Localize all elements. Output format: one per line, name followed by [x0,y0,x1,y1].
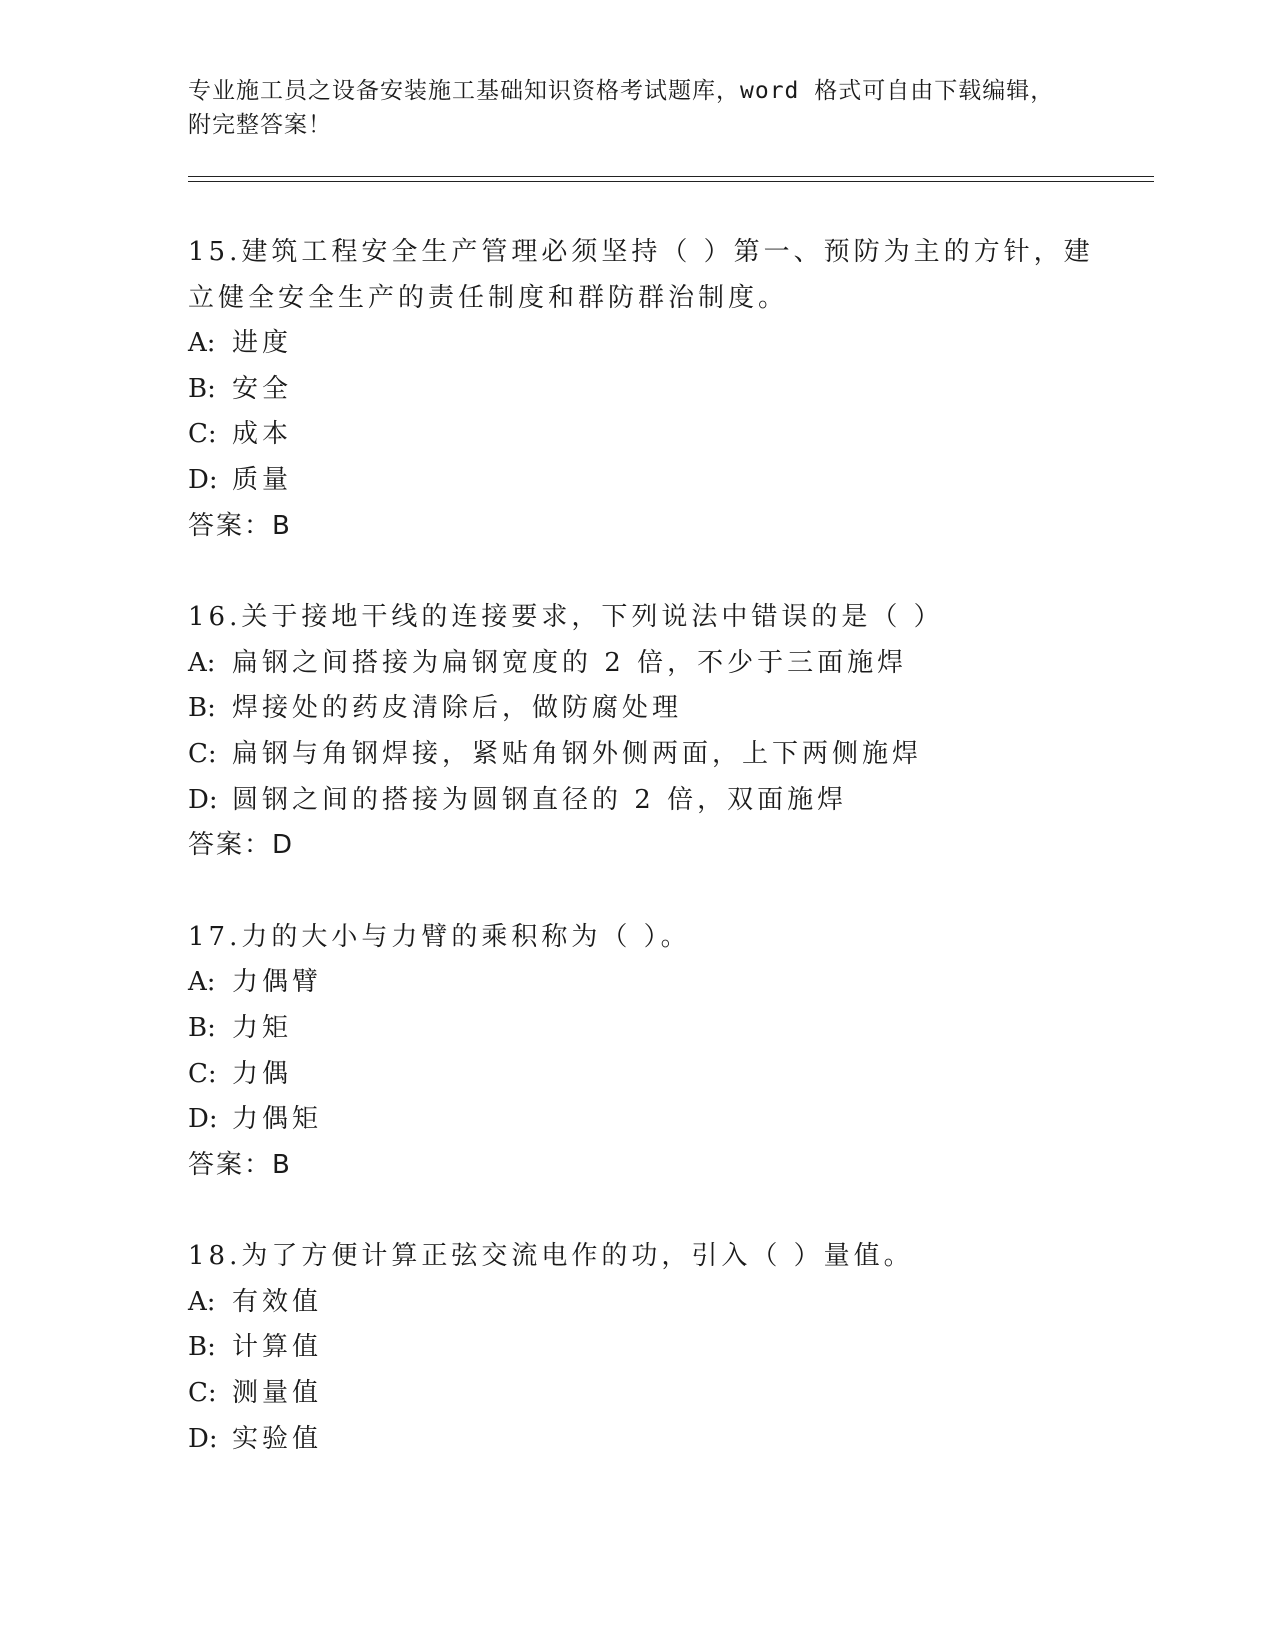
answer-label: 答案：B [188,510,292,541]
option-text: 进度 [232,328,293,359]
question-18 [188,1234,1118,1462]
option-d [188,778,1118,824]
option-a [188,321,1118,367]
option-text: 力偶 [232,1058,293,1089]
option-b [188,1325,1118,1371]
option-key: A: [188,647,216,678]
option-b [188,1006,1118,1052]
option-b [188,686,1118,732]
question-list [188,230,1118,1508]
question-stem: 15.建筑工程安全生产管理必须坚持（ ）第一、预防为主的方针，建 [188,237,1094,267]
option-a [188,641,1118,687]
option-c [188,1052,1118,1098]
header-line-2: 附完整答案！ [188,112,332,138]
question-16 [188,595,1118,869]
document-header [188,74,1088,142]
option-key: C: [188,738,217,769]
option-text: 力偶矩 [232,1104,323,1135]
option-text: 安全 [232,373,293,404]
option-key: D: [188,1104,218,1135]
option-key: C: [188,1378,217,1409]
question-stem: 18.为了方便计算正弦交流电作的功，引入（ ）量值。 [188,1241,914,1272]
question-17 [188,915,1118,1189]
option-c [188,732,1118,778]
option-key: C: [188,1058,217,1089]
option-text: 测量值 [232,1378,323,1409]
question-stem-continued: 立健全安全生产的责任制度和群防群治制度。 [188,282,789,313]
option-a [188,960,1118,1006]
option-key: B: [188,693,216,724]
option-d [188,1417,1118,1463]
answer-label: 答案：D [188,830,295,861]
option-text: 计算值 [232,1332,323,1363]
option-text: 力偶臂 [232,967,323,998]
option-key: C: [188,419,217,450]
option-text: 成本 [232,419,293,450]
option-key: D: [188,784,218,815]
answer-label: 答案：B [188,1149,292,1180]
option-d [188,458,1118,504]
option-key: B: [188,373,216,404]
option-text: 有效值 [232,1286,323,1317]
option-key: D: [188,464,218,495]
option-text: 质量 [232,464,293,495]
option-text: 扁钢与角钢焊接，紧贴角钢外侧两面，上下两侧施焊 [232,738,923,769]
option-text: 焊接处的药皮清除后，做防腐处理 [232,693,683,724]
option-c [188,412,1118,458]
option-text: 力矩 [232,1012,293,1043]
option-key: A: [188,1286,216,1317]
option-text: 圆钢之间的搭接为圆钢直径的 2 倍，双面施焊 [232,784,848,815]
option-d [188,1097,1118,1143]
option-c [188,1371,1118,1417]
option-text: 实验值 [232,1423,323,1454]
header-divider-top [188,176,1154,177]
option-key: A: [188,328,216,359]
option-b [188,367,1118,413]
question-stem: 16.关于接地干线的连接要求，下列说法中错误的是（ ） [188,602,944,633]
header-line-1: 专业施工员之设备安装施工基础知识资格考试题库，word 格式可自由下载编辑， [188,78,1055,104]
question-stem: 17.力的大小与力臂的乘积称为（ ）。 [188,921,691,952]
option-key: D: [188,1423,218,1454]
option-a [188,1280,1118,1326]
option-key: A: [188,967,216,998]
header-divider-bottom [188,181,1154,182]
question-15 [188,230,1118,549]
option-text: 扁钢之间搭接为扁钢宽度的 2 倍，不少于三面施焊 [232,647,908,678]
option-key: B: [188,1012,216,1043]
option-key: B: [188,1332,216,1363]
